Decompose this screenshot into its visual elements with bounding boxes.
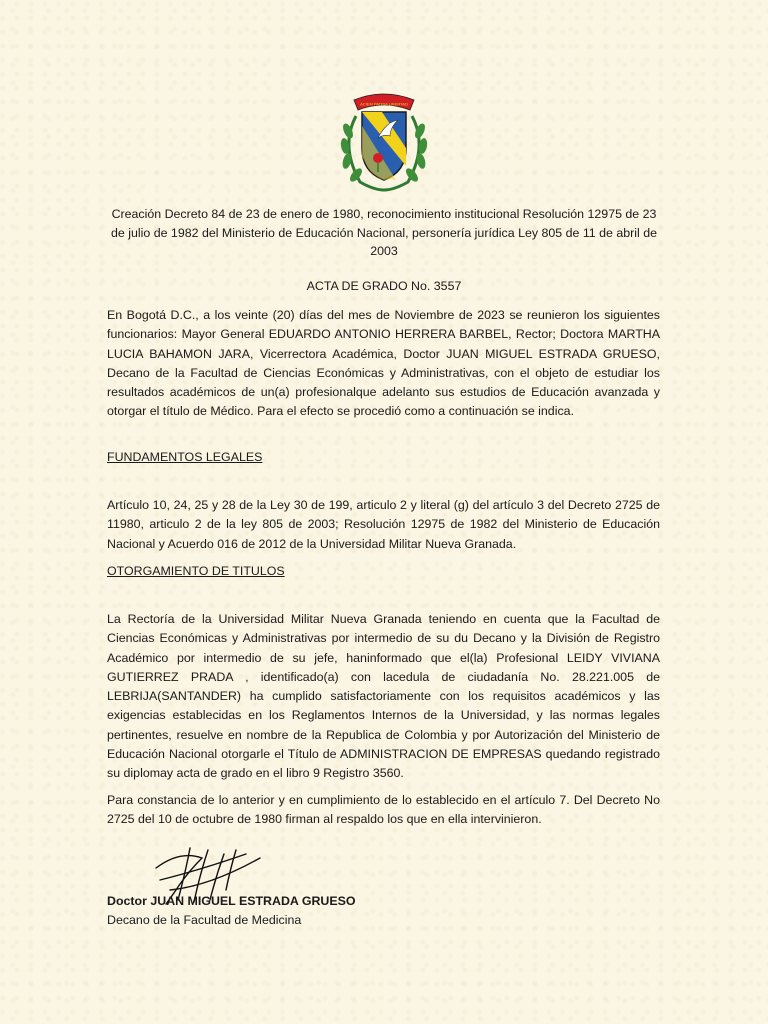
signer-role: Decano de la Facultad de Medicina: [107, 913, 302, 927]
institution-creation-text: Creación Decreto 84 de 23 de enero de 1980, reconocimiento institucional Resolución 12975 de 23 de julio de 1982 del Ministerio de Educación Nacional, personería jurídica Ley 805 de 11 de abril de 2003: [111, 207, 657, 258]
acta-title: ACTA DE GRADO No. 3557: [306, 279, 462, 293]
otorgamiento-heading: OTORGAMIENTO DE TITULOS: [107, 564, 285, 578]
closing-paragraph: Para constancia de lo anterior y en cumplimiento de lo establecido en el artículo 7. Del Decreto No 2725 del 10 de octubre de 1980 firman al respaldo los que en ella intervinieron.: [107, 793, 660, 827]
acta-intro-paragraph: En Bogotá D.C., a los veinte (20) días del mes de Noviembre de 2023 se reunieron los siguientes funcionarios: Mayor General EDUARDO ANTONIO HERRERA BARBEL, Rector; Doctora MARTHA LUCIA BAHAMON JARA, Vicerrectora Académica, Doctor JUAN MIGUEL ESTRADA GRUESO, Decano de la Facultad de Ciencias Económicas y Administrativas, con el objeto de estudiar los resultados académicos de un(a) profesionalque adelanto sus estudios de Educación avanzada y otorgar el título de Médico. Para el efecto se procedió como a continuación se indica.: [107, 308, 660, 419]
signer-name: Doctor JUAN MIGUEL ESTRADA GRUESO: [107, 894, 356, 908]
fundamentos-heading: FUNDAMENTOS LEGALES: [107, 450, 263, 464]
svg-text:ACIEM PATRIA LIBERTAD: ACIEM PATRIA LIBERTAD: [360, 101, 408, 107]
fundamentos-paragraph: Artículo 10, 24, 25 y 28 de la Ley 30 de 199, articulo 2 y literal (g) del artículo 3 del Decreto 2725 de 11980, articulo 2 de la ley 805 de 2003; Resolución 12975 de 1982 del Ministerio de Educación Nacional y Acuerdo 016 de 2012 de la Universidad Militar Nueva Granada.: [107, 498, 660, 551]
university-crest-logo: [334, 86, 434, 196]
otorgamiento-paragraph: La Rectoría de la Universidad Militar Nueva Granada teniendo en cuenta que la Facultad de Ciencias Económicas y Administrativas por intermedio de su du Decano y la División de Registro Académico por intermedio de su jefe, haninformado que el(la) Profesional LEIDY VIVIANA GUTIERREZ PRADA , identificado(a) con lacedula de ciudadanía No. 28.221.005 de LEBRIJA(SANTANDER) ha cumplido satisfactoriamente con los requisitos académicos y las exigencias establecidas en los Reglamentos Internos de la Universidad, y las normas legales pertinentes, resuelve en nombre de la Republica de Colombia y por Autorización del Ministerio de Educación Nacional otorgarle el Título de ADMINISTRACION DE EMPRESAS quedando registrado su diplomay acta de grado en el libro 9 Registro 3560.: [107, 612, 660, 781]
